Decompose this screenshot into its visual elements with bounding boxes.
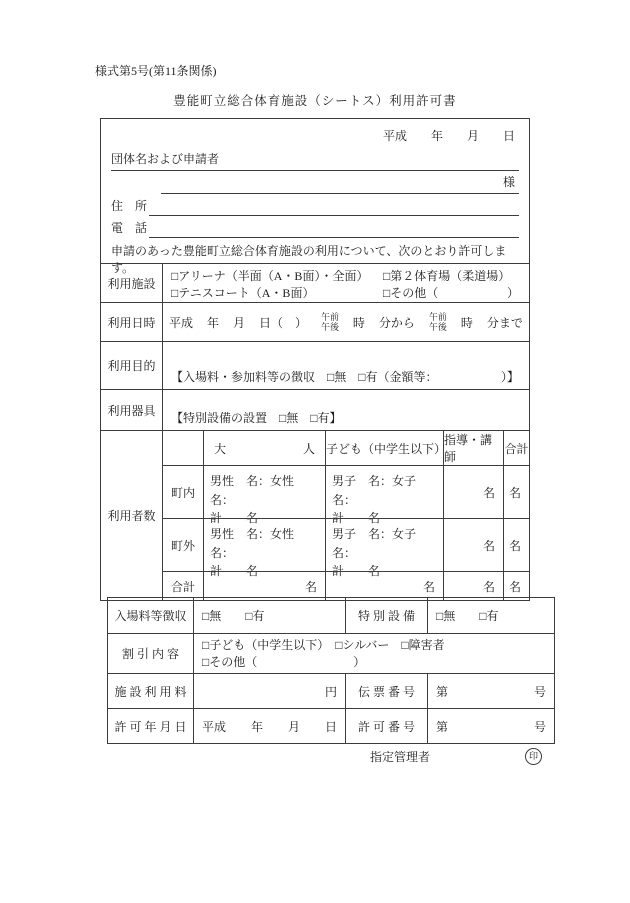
admin-table: [107, 597, 555, 744]
applicant-name-field-2: [161, 173, 519, 194]
pm-label: 午後: [320, 322, 339, 332]
out-town-adult-line2: 計 名: [210, 564, 259, 579]
admission-fee-checkboxes-cell: □無 □有: [193, 598, 345, 633]
slip-number-label: 伝 票 番 号: [345, 674, 427, 708]
checkbox-arena: □アリーナ（半面（A・B面）・全面）: [171, 269, 369, 283]
in-town-adult-cell: [203, 466, 325, 526]
out-town-total-cell: 名: [503, 519, 529, 571]
facility-options-line1: [171, 268, 521, 285]
out-town-adult-line1: 男性 名：女性 名：: [210, 527, 307, 560]
purpose-fields: [163, 342, 529, 389]
users-header-coach: 指導・講師: [443, 431, 503, 465]
adult-header-left: 大: [214, 441, 227, 456]
in-town-adult-line2: 計 名: [210, 511, 259, 526]
in-town-total-cell: 名: [503, 466, 529, 518]
permission-statement: 申請のあった豊能町立総合体育施設の利用について、次のとおり許可します。: [111, 244, 507, 275]
users-header-scope: [163, 431, 203, 465]
special-equipment-checkboxes-cell: □無 □有: [427, 598, 554, 633]
row-purpose: [101, 341, 529, 389]
am-label-2: 午前: [428, 311, 447, 322]
datetime-month: 月: [232, 315, 245, 330]
checkbox-gym2: □第２体育場（柔道場）: [383, 269, 511, 283]
permit-header: [101, 119, 529, 275]
permit-number-prefix: 第: [436, 719, 449, 734]
permit-number-field: [427, 709, 554, 743]
in-town-child-line2: 計 名: [332, 511, 381, 526]
users-header-adult: [203, 431, 325, 465]
users-header-child: 子ども（中学生以下）: [325, 431, 443, 465]
discount-options-line1: □子ども（中学生以下） □シルバー □障害者: [202, 638, 445, 652]
equipment-fields: [163, 390, 529, 430]
scope-sum: 合計: [170, 579, 195, 594]
permit-date-field: [193, 709, 345, 743]
in-town-child-cell: [325, 466, 443, 526]
form-code: 様式第5号(第11条関係): [95, 64, 217, 78]
scope-out-of-town: 町外: [170, 538, 195, 553]
datetime-era: 平成: [169, 315, 194, 330]
facility-label: 利用施設: [101, 264, 163, 302]
row-equipment: [101, 389, 529, 430]
datetime-hour-end: 時: [460, 315, 473, 330]
permit-date-label: 許 可 年 月 日: [114, 719, 187, 734]
out-town-child-line2: 計 名: [332, 564, 381, 579]
users-header-row: [163, 431, 529, 465]
equipment-label: 利用器具: [101, 390, 163, 430]
sum-adult-cell: 名: [203, 572, 325, 600]
pm-label-2: 午後: [428, 322, 447, 332]
purpose-label: 利用目的: [101, 342, 163, 389]
row-permit-date-number: [108, 708, 554, 743]
facility-fee-yen: 円: [193, 674, 345, 708]
facility-options: [163, 264, 529, 302]
discount-label: 割 引 内 容: [121, 647, 179, 661]
scope-in-town: 町内: [170, 485, 195, 500]
permit-date-day: 日: [324, 719, 337, 734]
phone-label: 電 話: [111, 221, 148, 235]
users-label: 利用者数: [101, 431, 163, 600]
slip-number-suffix: 号: [533, 684, 546, 699]
in-town-adult-line1: 男性 名：女性 名：: [210, 474, 307, 507]
phone-row: [111, 219, 519, 238]
out-town-coach-cell: 名: [443, 519, 503, 571]
admission-fee-label: 入場料等徴収: [114, 609, 187, 623]
sum-coach-cell: 名: [443, 572, 503, 600]
discount-options: [193, 634, 554, 673]
permit-date-month: 月: [287, 719, 300, 734]
am-pm-stack-start: [321, 312, 339, 333]
row-facility: [101, 263, 529, 302]
in-town-child-line1: 男子 名：女子 名：: [332, 474, 429, 507]
address-field-line: [149, 197, 519, 216]
row-datetime: [101, 302, 529, 341]
in-town-coach-cell: 名: [443, 466, 503, 518]
out-town-adult-cell: [203, 519, 325, 579]
designated-manager-label: 指定管理者: [370, 750, 431, 764]
am-pm-stack-end: [429, 312, 447, 333]
permit-number-suffix: 号: [533, 719, 546, 734]
special-equipment-checkboxes: 【特別設備の設置 □無 □有】: [171, 411, 342, 425]
datetime-until: 分まで: [486, 315, 523, 330]
admission-fee-close: ）】: [500, 370, 519, 384]
admission-fee-checkboxes: 【入場料・参加料等の徴収 □無 □有（金額等：: [171, 370, 438, 384]
users-header-total: 合計: [503, 431, 529, 465]
datetime-from: 分から: [378, 315, 415, 330]
facility-fee-label: 施 設 利 用 料: [114, 684, 187, 699]
sum-total-cell: 名: [503, 572, 529, 600]
special-equipment-label: 特 別 設 備: [345, 598, 427, 633]
users-row-sum: [163, 571, 529, 600]
slip-number-field: [427, 674, 554, 708]
permit-number-label: 許 可 番 号: [345, 709, 427, 743]
seal-icon: 印: [525, 748, 542, 765]
out-town-child-line1: 男子 名：女子 名：: [332, 527, 429, 560]
datetime-label: 利用日時: [101, 303, 163, 341]
checkbox-other-facility: □その他（: [383, 285, 439, 300]
discount-options-line2: □その他（ ）: [202, 655, 366, 670]
datetime-year: 年: [206, 315, 219, 330]
applicant-label: 団体名および申請者: [111, 152, 220, 166]
out-town-child-cell: [325, 519, 443, 579]
am-label: 午前: [320, 311, 339, 322]
datetime-day: 日（ ）: [258, 315, 307, 330]
footer: [370, 748, 542, 765]
permit-date-year: 年: [250, 719, 263, 734]
address-label: 住 所: [111, 199, 148, 213]
datetime-fields: [163, 303, 529, 341]
issue-date-line: 平成 年 月 日: [382, 129, 515, 143]
phone-field-line: [149, 219, 519, 238]
permit-main-box: [100, 118, 530, 601]
checkbox-tennis: □テニスコート（A・B面）: [171, 285, 315, 300]
document-title: 豊能町立総合体育施設（シートス）利用許可書: [173, 94, 457, 108]
sum-child-cell: 名: [325, 572, 443, 600]
facility-options-line2: [171, 285, 521, 302]
users-row-in-town: [163, 465, 529, 526]
permit-date-era: 平成: [202, 719, 227, 734]
row-admission-special: [108, 598, 554, 633]
row-fee-slip: [108, 673, 554, 708]
honorific-sama: 様: [502, 175, 515, 189]
row-discount: [108, 633, 554, 673]
users-table: [163, 431, 529, 600]
address-row: [111, 197, 519, 216]
slip-number-prefix: 第: [436, 684, 449, 699]
applicant-name-field: [111, 150, 519, 171]
adult-header-right: 人: [302, 441, 315, 456]
users-row-out-of-town: [163, 518, 529, 579]
other-facility-close-paren: ）: [506, 285, 519, 300]
row-users: [101, 430, 529, 600]
datetime-hour-start: 時: [352, 315, 365, 330]
